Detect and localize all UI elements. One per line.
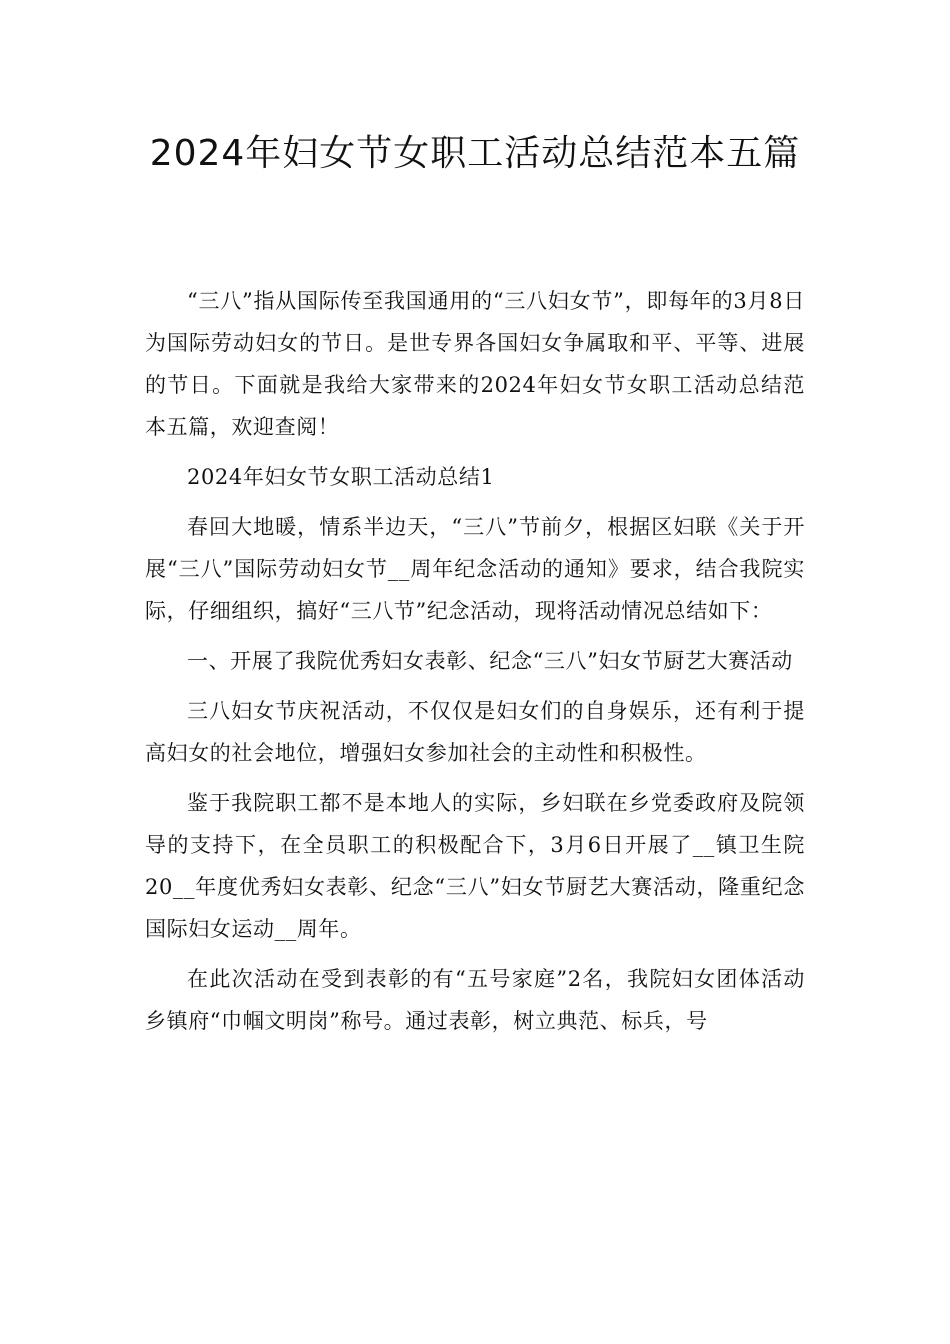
- paragraph: 三八妇女节庆祝活动，不仅仅是妇女们的自身娱乐，还有利于提高妇女的社会地位，增强妇女参加社会的主动性和积极性。: [145, 699, 805, 765]
- paragraph: 春回大地暖，情系半边天，“三八”节前夕，根据区妇联《关于开展“三八”国际劳动妇女节__周年纪念活动的通知》要求，结合我院实际，仔细组织，搞好“三八节”纪念活动，现将活动情况总结如下：: [145, 515, 805, 623]
- paragraph-intro: “三八”指从国际传至我国通用的“三八妇女节”，即每年的3月8日为国际劳动妇女的节日。是世专界各国妇女争属取和平、平等、进展的节日。下面就是我给大家带来的2024年妇女节女职工活动总结范本五篇，欢迎查阅！: [145, 289, 805, 439]
- document-title: 2024年妇女节女职工活动总结范本五篇: [149, 133, 801, 174]
- subsection-heading: 一、开展了我院优秀妇女表彰、纪念“三八”妇女节厨艺大赛活动: [187, 649, 793, 673]
- section-heading: 2024年妇女节女职工活动总结1: [187, 465, 495, 489]
- paragraph: 在此次活动在受到表彰的有“五号家庭”2名，我院妇女团体活动乡镇府“巾帼文明岗”称号。通过表彰，树立典范、标兵，号: [145, 967, 805, 1033]
- document-body: [145, 280, 805, 1050]
- paragraph: 鉴于我院职工都不是本地人的实际，乡妇联在乡党委政府及院领导的支持下，在全员职工的积极配合下，3月6日开展了__镇卫生院20__年度优秀妇女表彰、纪念“三八”妇女节厨艺大赛活动，隆重纪念国际妇女运动__周年。: [145, 791, 805, 941]
